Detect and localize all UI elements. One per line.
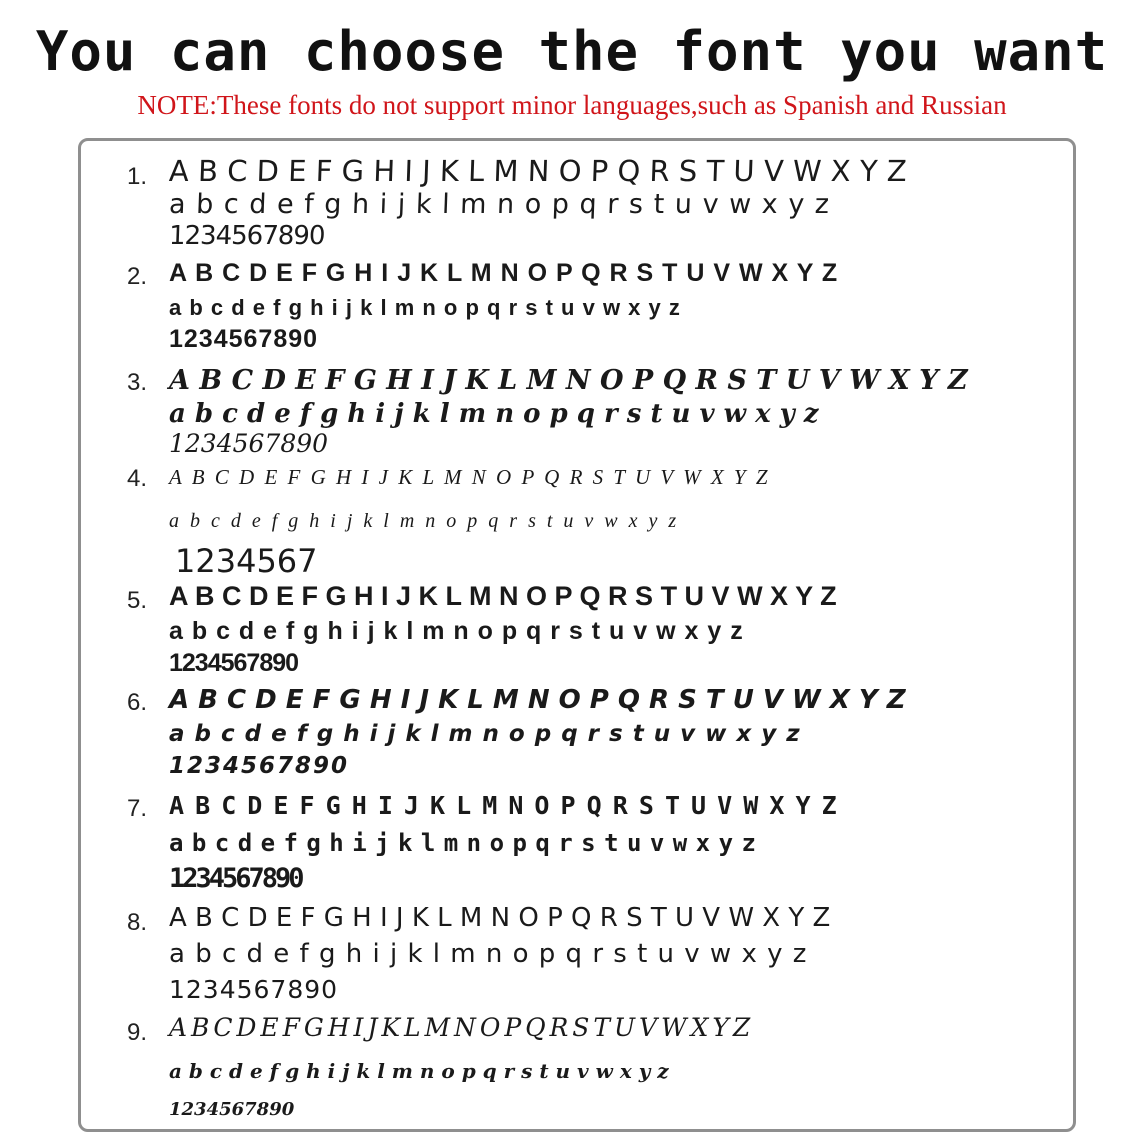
lowercase-sample: a b c d e f g h i j k l m n o p q r s t u v w x y z	[169, 295, 681, 320]
font-number: 6.	[127, 689, 148, 716]
digits-sample: 1234567	[175, 542, 318, 580]
font-support-note: NOTE:These fonts do not support minor languages,such as Spanish and Russian	[137, 90, 1007, 120]
digits-sample: 1234567890	[169, 1099, 295, 1120]
uppercase-sample: A B C D E F G H I J K L M N O P Q R S T U V W X Y Z	[169, 365, 968, 396]
font-number: 3.	[127, 369, 148, 396]
lowercase-sample: a b c d e f g h i j k l m n o p q r s t u v w x y z	[169, 617, 744, 645]
font-number: 4.	[127, 465, 148, 492]
font-samples-panel	[78, 138, 1076, 1132]
digits-sample: 1234567890	[169, 649, 299, 677]
uppercase-sample: A B C D E F G H I J K L M N O P Q R S T U V W X Y Z	[169, 259, 839, 287]
lowercase-sample: a b c d e f g h i j k l m n o p q r s t u v w x y z	[168, 189, 831, 220]
digits-sample: 1234567890	[169, 975, 339, 1004]
uppercase-sample: A B C D E F G H I J K L M N O P Q R S T U V W X Y Z	[168, 154, 908, 188]
font-number: 8.	[127, 909, 148, 936]
uppercase-sample: A B C D E F G H I J K L M N O P Q R S T U V W X Y Z	[169, 685, 906, 715]
font-number: 9.	[127, 1019, 148, 1046]
digits-sample: 1234567890	[169, 429, 329, 458]
uppercase-sample: A B C D E F G H I J K L M N O P Q R S T U V W X Y Z	[169, 1013, 749, 1042]
uppercase-sample: A B C D E F G H I J K L M N O P Q R S T U V W X Y Z	[169, 791, 835, 820]
uppercase-sample: A B C D E F G H I J K L M N O P Q R S T U V W X Y Z	[169, 581, 837, 611]
digits-sample: 1234567890	[169, 325, 319, 353]
font-number: 1.	[127, 163, 148, 190]
digits-sample: 1234567890	[169, 863, 302, 894]
lowercase-sample: a b c d e f g h i j k l m n o p q r s t u v w x y z	[169, 829, 753, 857]
lowercase-sample: a b c d e f g h i j k l m n o p q r s t u v w x y z	[169, 399, 819, 429]
font-number: 5.	[127, 587, 148, 614]
uppercase-sample: A B C D E F G H I J K L M N O P Q R S T U V W X Y Z	[169, 903, 831, 933]
font-number: 2.	[127, 263, 148, 290]
font-number: 7.	[127, 795, 148, 822]
page-title: You can choose the font you want	[35, 20, 1109, 83]
digits-sample: 1234567890	[169, 753, 350, 779]
lowercase-sample: a b c d e f g h i j k l m n o p q r s t u v w x y z	[169, 1059, 669, 1083]
lowercase-sample: a b c d e f g h i j k l m n o p q r s t u v w x y z	[169, 510, 677, 532]
lowercase-sample: a b c d e f g h i j k l m n o p q r s t u v w x y z	[169, 721, 801, 747]
digits-sample: 1234567890	[168, 221, 325, 251]
lowercase-sample: a b c d e f g h i j k l m n o p q r s t u v w x y z	[169, 939, 808, 969]
uppercase-sample: A B C D E F G H I J K L M N O P Q R S T U V W X Y Z	[169, 465, 768, 489]
